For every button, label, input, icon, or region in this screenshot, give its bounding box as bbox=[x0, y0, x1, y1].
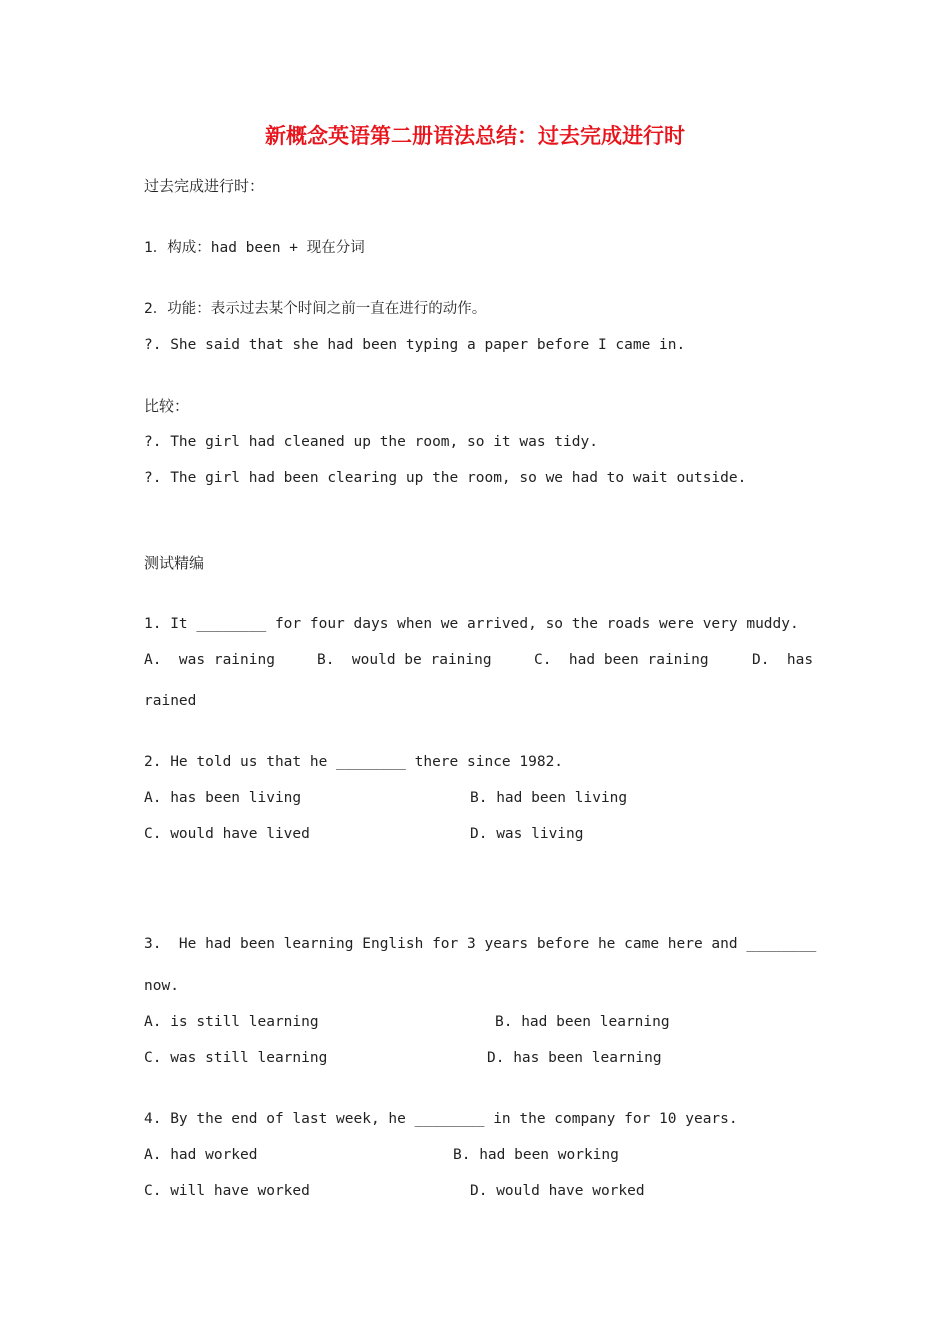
point-function: 2．功能：表示过去某个时间之前一直在进行的动作。 bbox=[144, 301, 487, 317]
point-structure: 1．构成：had been + 现在分词 bbox=[144, 240, 365, 256]
question-1-stem: 1. It ________ for four days when we arrived, so the roads were very muddy. bbox=[144, 616, 799, 632]
question-2-option-a: A. has been living bbox=[144, 790, 302, 806]
question-4-option-b: B. had been working bbox=[453, 1147, 619, 1163]
intro-heading: 过去完成进行时： bbox=[144, 177, 265, 195]
compare-heading: 比较： bbox=[144, 397, 190, 415]
question-1-option-d: D. has bbox=[752, 652, 814, 668]
question-3-stem-continued: now. bbox=[144, 978, 179, 994]
question-4-option-c: C. will have worked bbox=[144, 1183, 310, 1199]
question-2-stem: 2. He told us that he ________ there since 1982. bbox=[144, 754, 564, 770]
question-2-option-b: B. had been living bbox=[470, 790, 628, 806]
question-1-option-d-continued: rained bbox=[144, 693, 197, 709]
question-3-option-d: D. has been learning bbox=[487, 1050, 662, 1066]
question-2-option-d: D. was living bbox=[470, 826, 584, 842]
question-4-stem: 4. By the end of last week, he ________ in the company for 10 years. bbox=[144, 1111, 738, 1127]
test-heading: 测试精编 bbox=[144, 554, 205, 572]
example-sentence: ?. She said that she had been typing a paper before I came in. bbox=[144, 337, 686, 353]
question-1-option-c: C. had been raining bbox=[534, 652, 709, 668]
document-title: 新概念英语第二册语法总结：过去完成进行时 bbox=[265, 124, 685, 148]
question-3-option-b: B. had been learning bbox=[495, 1014, 670, 1030]
question-3-option-c: C. was still learning bbox=[144, 1050, 328, 1066]
question-3-stem: 3. He had been learning English for 3 years before he came here and ________ bbox=[144, 936, 817, 952]
question-4-option-a: A. had worked bbox=[144, 1147, 258, 1163]
question-3-option-a: A. is still learning bbox=[144, 1014, 319, 1030]
question-1-option-a: A. was raining bbox=[144, 652, 275, 668]
compare-sentence-2: ?. The girl had been clearing up the room, so we had to wait outside. bbox=[144, 470, 747, 486]
question-4-option-d: D. would have worked bbox=[470, 1183, 645, 1199]
question-1-option-b: B. would be raining bbox=[317, 652, 492, 668]
compare-sentence-1: ?. The girl had cleaned up the room, so it was tidy. bbox=[144, 434, 598, 450]
question-2-option-c: C. would have lived bbox=[144, 826, 310, 842]
